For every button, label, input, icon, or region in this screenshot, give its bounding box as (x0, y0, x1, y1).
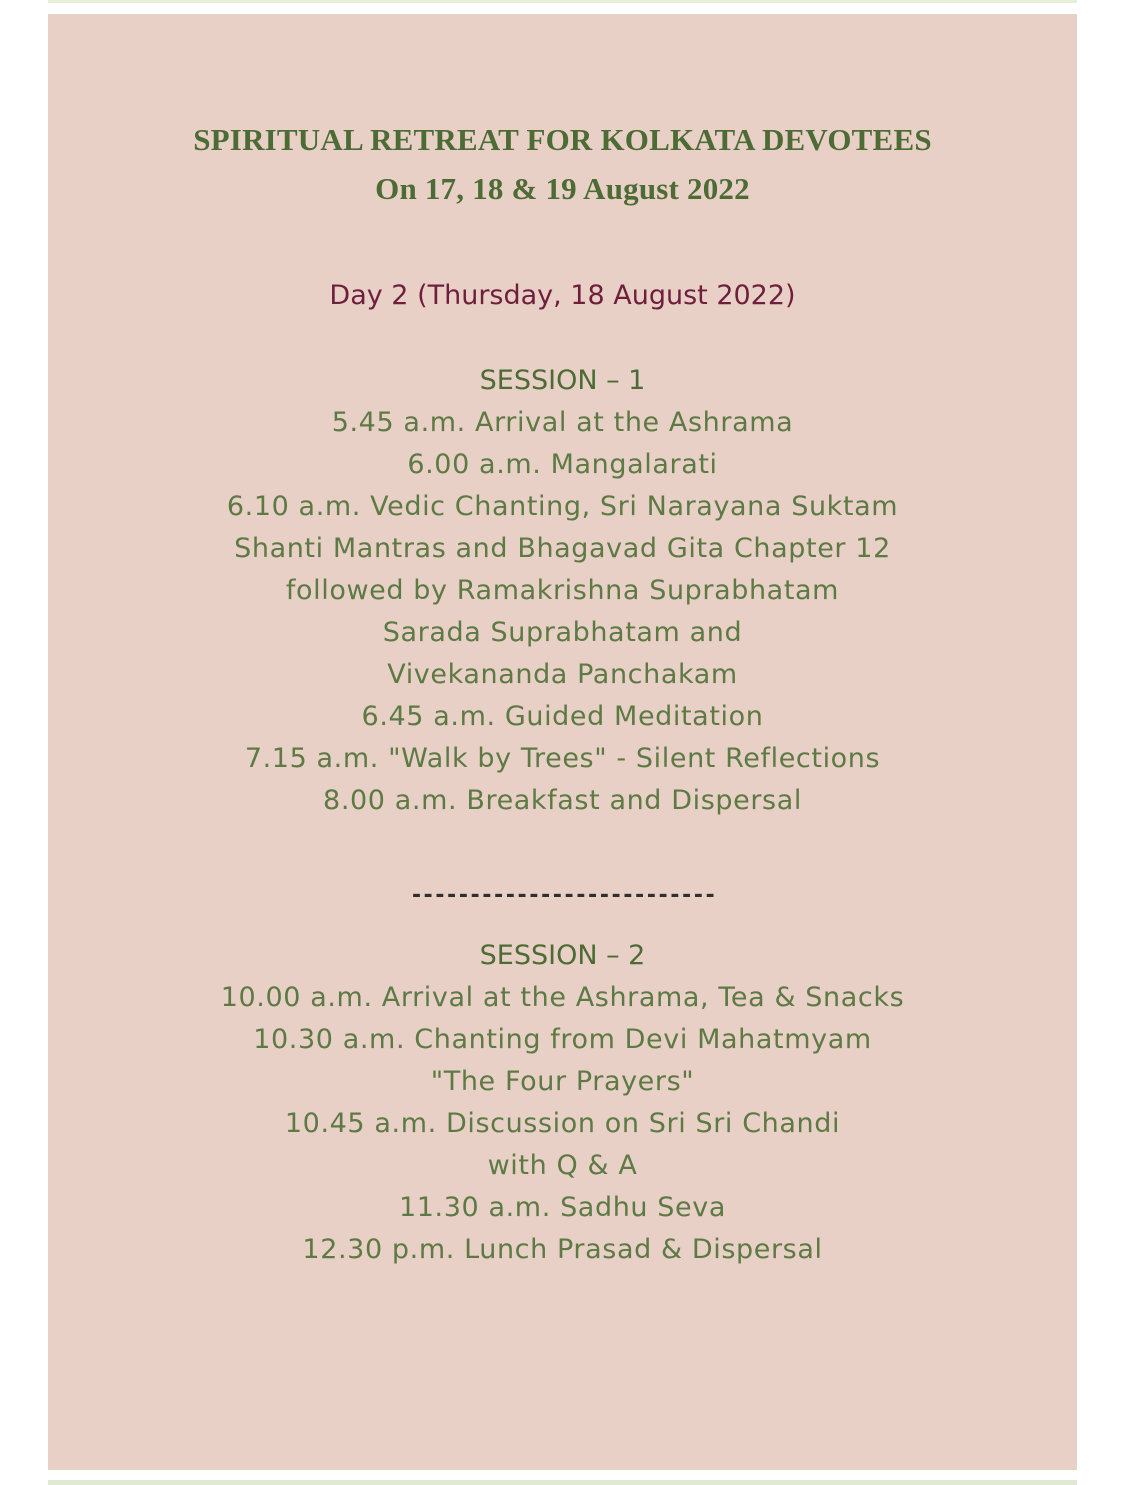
session-1-heading: SESSION – 1 (479, 365, 646, 396)
session-1-line: 7.15 a.m. "Walk by Trees" - Silent Reflections (244, 743, 881, 774)
session-1-line: 6.45 a.m. Guided Meditation (361, 701, 764, 732)
session-2-line: with Q & A (487, 1150, 638, 1181)
session-1-line: Shanti Mantras and Bhagavad Gita Chapter 12 (234, 533, 891, 564)
session-divider: -------------------------- (409, 883, 716, 908)
session-1-line: 6.10 a.m. Vedic Chanting, Sri Narayana Suktam (226, 491, 899, 522)
session-1-line: 8.00 a.m. Breakfast and Dispersal (323, 785, 802, 816)
session-2-line: 10.45 a.m. Discussion on Sri Sri Chandi (284, 1108, 841, 1139)
bottom-divider (48, 1480, 1077, 1485)
retreat-schedule-card (48, 14, 1077, 1470)
session-1-line: Sarada Suprabhatam and (382, 617, 743, 648)
session-1-line: 6.00 a.m. Mangalarati (407, 449, 718, 480)
session-2-line: 11.30 a.m. Sadhu Seva (399, 1192, 726, 1223)
session-2-heading: SESSION – 2 (479, 940, 646, 971)
session-2-line: 10.00 a.m. Arrival at the Ashrama, Tea & Snacks (220, 982, 905, 1013)
session-1-line: Vivekananda Panchakam (387, 659, 738, 690)
day-heading: Day 2 (Thursday, 18 August 2022) (329, 280, 796, 311)
session-2-line: 12.30 p.m. Lunch Prasad & Dispersal (302, 1234, 823, 1265)
session-1-line: followed by Ramakrishna Suprabhatam (285, 575, 840, 606)
top-divider (48, 0, 1077, 3)
session-2-line: "The Four Prayers" (430, 1066, 695, 1097)
session-2-line: 10.30 a.m. Chanting from Devi Mahatmyam (253, 1024, 872, 1055)
retreat-dates: On 17, 18 & 19 August 2022 (375, 171, 750, 206)
retreat-title: SPIRITUAL RETREAT FOR KOLKATA DEVOTEES (193, 122, 932, 157)
session-1-line: 5.45 a.m. Arrival at the Ashrama (331, 407, 794, 438)
